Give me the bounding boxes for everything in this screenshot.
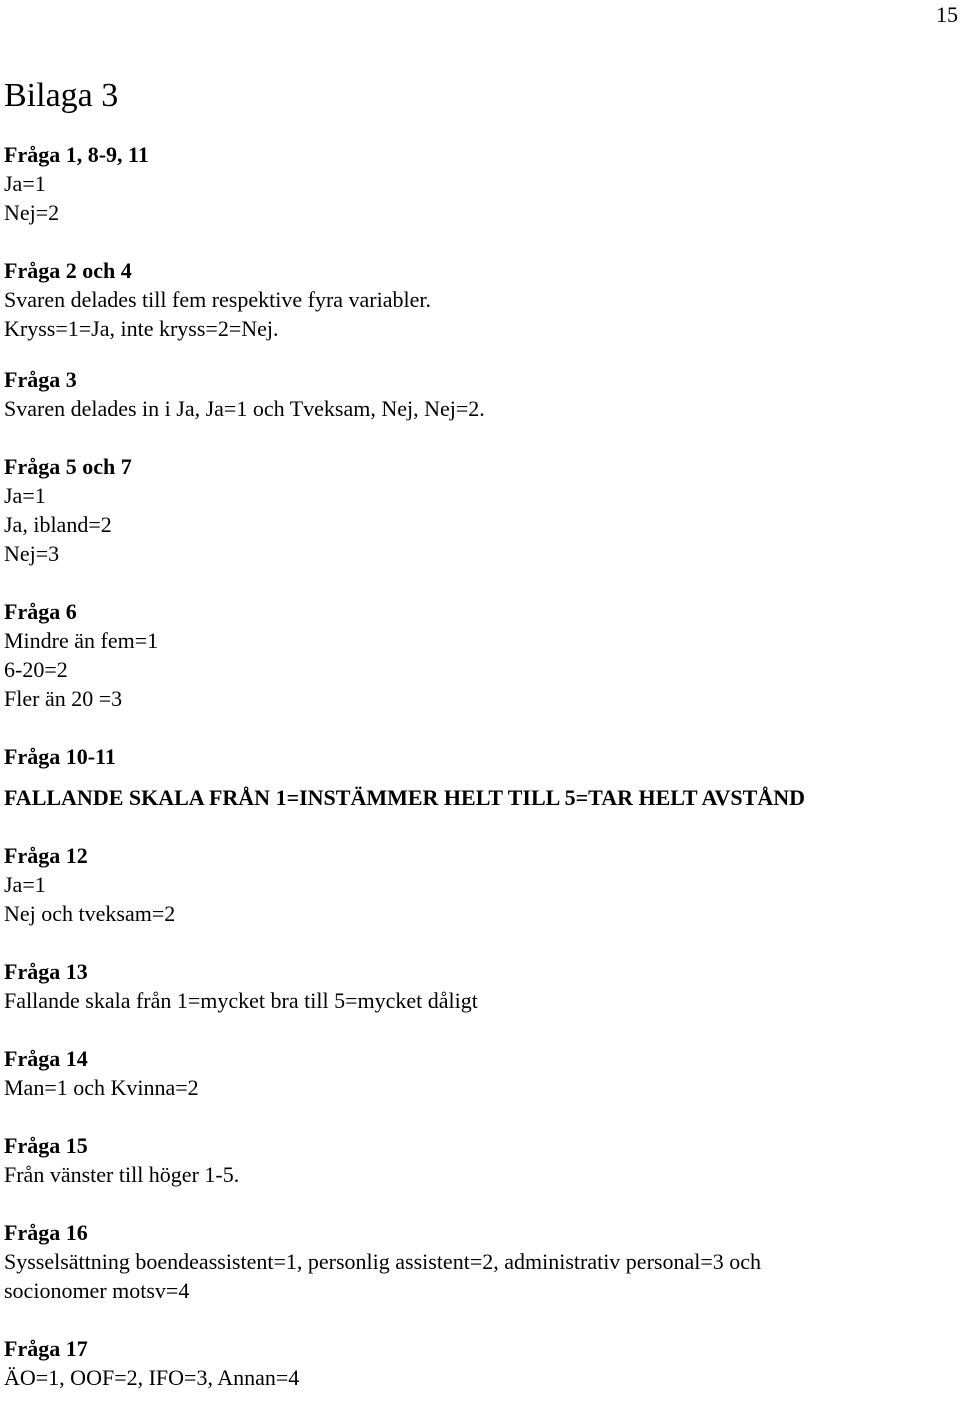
section-fraga-12 — [4, 841, 954, 928]
section-line: FALLANDE SKALA FRÅN 1=INSTÄMMER HELT TILL 5=TAR HELT AVSTÅND — [4, 785, 805, 810]
section-heading: Fråga 10-11 — [4, 744, 116, 769]
section-fraga-6 — [4, 597, 954, 713]
section-line: Från vänster till höger 1-5. — [4, 1162, 240, 1187]
section-line: 6-20=2 — [4, 657, 68, 682]
section-fraga-5-och-7 — [4, 452, 954, 568]
section-line: socionomer motsv=4 — [4, 1278, 190, 1303]
section-fraga-15 — [4, 1131, 954, 1189]
section-line: ÄO=1, OOF=2, IFO=3, Annan=4 — [4, 1365, 300, 1390]
section-heading: Fråga 16 — [4, 1220, 88, 1245]
document-body — [4, 76, 954, 1421]
section-line: Kryss=1=Ja, inte kryss=2=Nej. — [4, 316, 279, 341]
section-line: Mindre än fem=1 — [4, 628, 159, 653]
section-line: Nej=3 — [4, 541, 60, 566]
section-line: Ja, ibland=2 — [4, 512, 112, 537]
section-heading: Fråga 3 — [4, 367, 77, 392]
section-line: Svaren delades in i Ja, Ja=1 och Tveksam, Nej, Nej=2. — [4, 396, 485, 421]
section-line: Nej och tveksam=2 — [4, 901, 176, 926]
section-line: Svaren delades till fem respektive fyra variabler. — [4, 287, 431, 312]
section-fraga-14 — [4, 1044, 954, 1102]
section-heading: Fråga 13 — [4, 959, 88, 984]
section-fraga-1-8-9-11 — [4, 140, 954, 227]
section-line: Sysselsättning boendeassistent=1, personlig assistent=2, administrativ personal=3 och — [4, 1249, 762, 1274]
section-line: Nej=2 — [4, 200, 60, 225]
section-heading: Fråga 5 och 7 — [4, 454, 132, 479]
section-heading: Fråga 17 — [4, 1336, 88, 1361]
page-number: 15 — [936, 2, 958, 27]
section-line: Man=1 och Kvinna=2 — [4, 1075, 199, 1100]
section-heading: Fråga 6 — [4, 599, 77, 624]
section-heading: Fråga 1, 8-9, 11 — [4, 142, 149, 167]
section-heading: Fråga 12 — [4, 843, 88, 868]
section-line: Fler än 20 =3 — [4, 686, 123, 711]
section-fraga-3 — [4, 365, 954, 423]
section-heading: Fråga 15 — [4, 1133, 88, 1158]
section-heading: Fråga 14 — [4, 1046, 88, 1071]
section-fraga-17 — [4, 1334, 954, 1392]
section-fraga-10-11 — [4, 742, 954, 812]
section-line: Fallande skala från 1=mycket bra till 5=mycket dåligt — [4, 988, 478, 1013]
section-line: Ja=1 — [4, 483, 46, 508]
page-title: Bilaga 3 — [4, 77, 119, 114]
section-line: Ja=1 — [4, 872, 46, 897]
section-fraga-2-och-4 — [4, 256, 954, 343]
section-line: Ja=1 — [4, 171, 46, 196]
section-fraga-13 — [4, 957, 954, 1015]
section-fraga-16 — [4, 1218, 954, 1305]
section-heading: Fråga 2 och 4 — [4, 258, 132, 283]
